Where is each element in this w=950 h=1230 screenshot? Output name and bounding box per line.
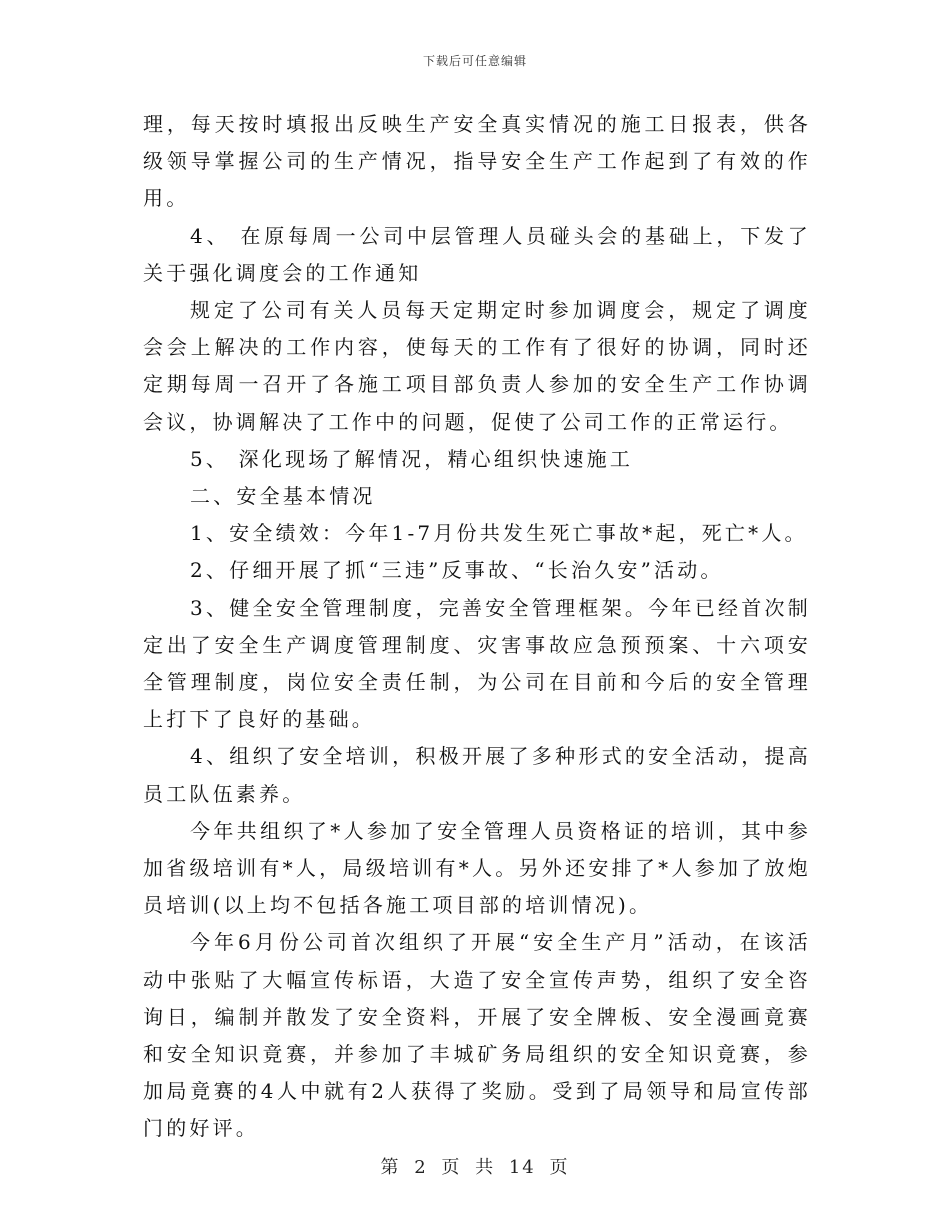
- document-body: [143, 106, 811, 1148]
- paragraph-safety-performance: 1、安全绩效：今年1-7月份共发生死亡事故*起，死亡*人。: [190, 521, 808, 546]
- paragraph-training-details: 今年共组织了*人参加了安全管理人员资格证的培训，其中参加省级培训有*人，局级培训有*人。另外还安排了*人参加了放炮员培训(以上均不包括各施工项目部的培训情况)。: [143, 818, 811, 918]
- section-heading-safety: 二、安全基本情况: [190, 484, 376, 509]
- paragraph-dispatch-meeting: 规定了公司有关人员每天定期定时参加调度会，规定了调度会会上解决的工作内容，使每天的工作有了很好的协调，同时还定期每周一召开了各施工项目部负责人参加的安全生产工作协调会议，协调解决了工作中的问题，促使了公司工作的正常运行。: [143, 298, 811, 434]
- paragraph-safety-training: 4、组织了安全培训，积极开展了多种形式的安全活动，提高员工队伍素养。: [143, 744, 811, 806]
- paragraph-three-violations: 2、仔细开展了抓“三违”反事故、“长治久安”活动。: [190, 558, 724, 583]
- paragraph-item-5: 5、 深化现场了解情况，精心组织快速施工: [190, 446, 634, 471]
- paragraph-item-4: 4、 在原每周一公司中层管理人员碰头会的基础上，下发了关于强化调度会的工作通知: [143, 223, 811, 285]
- page-header: 下载后可任意编辑: [422, 54, 527, 68]
- paragraph-safety-month: 今年6月份公司首次组织了开展“安全生产月”活动，在该活动中张贴了大幅宣传标语，大造了安全宣传声势，组织了安全咨询日，编制并散发了安全资料，开展了安全牌板、安全漫画竟赛和安全知识竟赛，并参加了丰城矿务局组织的安全知识竟赛，参加局竟赛的4人中就有2人获得了奖励。受到了局领导和局宣传部门的好评。: [143, 930, 811, 1141]
- page-footer: 第 2 页 共 14 页: [380, 1157, 570, 1178]
- paragraph-continuation: 理，每天按时填报出反映生产安全真实情况的施工日报表，供各级领导掌握公司的生产情况，指导安全生产工作起到了有效的作用。: [143, 112, 811, 211]
- paragraph-management-system: 3、健全安全管理制度，完善安全管理框架。今年已经首次制定出了安全生产调度管理制度、灾害事故应急预预案、十六项安全管理制度，岗位安全责任制，为公司在目前和今后的安全管理上打下了良好的基础。: [143, 595, 811, 732]
